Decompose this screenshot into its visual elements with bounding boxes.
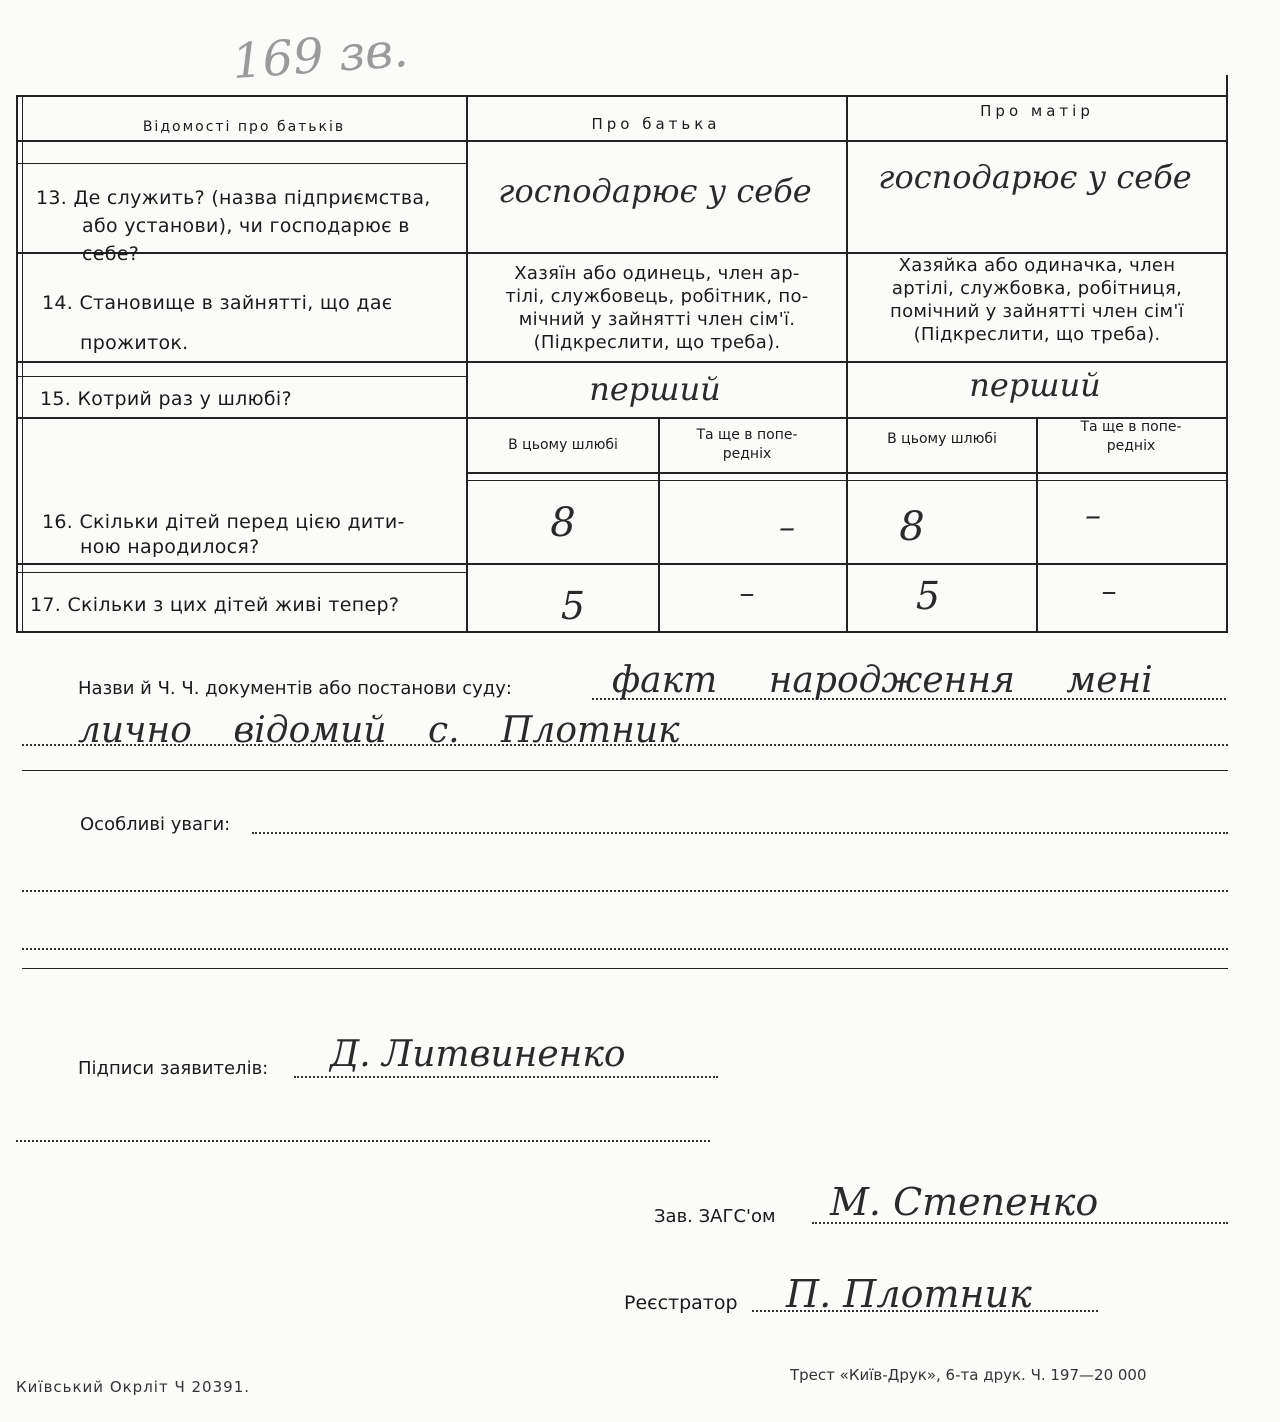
subheader-father-prev: Та ще в попе- редніх — [696, 427, 798, 462]
q17-father-this: 5 — [560, 584, 586, 628]
registrar-signature: П. Плотник — [786, 1272, 1032, 1316]
documents-value-line1: факт народження мені — [612, 660, 1153, 701]
archive-mark: 169 зв. — [230, 21, 410, 91]
q15-mother-answer: перший — [969, 366, 1101, 404]
q17-label: 17. Скільки з цих дітей живі тепер? — [30, 594, 400, 616]
footer-right: Трест «Київ-Друк», 6-та друк. Ч. 197—20 000 — [790, 1366, 1147, 1384]
header-mother: Про матір — [980, 102, 1094, 120]
applicants-label: Підписи заявителів: — [78, 1058, 269, 1079]
footer-left: Київський Окрліт Ч 20391. — [16, 1378, 251, 1396]
q17-mother-this: 5 — [915, 574, 941, 618]
q17-father-prev: – — [739, 576, 755, 611]
header-father: Про батька — [591, 115, 721, 133]
q16-label: 16. Скільки дітей перед цією дити- ною народилося? — [42, 511, 405, 558]
q16-father-this: 8 — [550, 500, 576, 546]
documents-label: Назви й Ч. Ч. документів або постанови суду: — [78, 678, 512, 699]
q14-label: 14. Становище в зайнятті, що дає прожиток. — [42, 292, 393, 354]
q15-father-answer: перший — [589, 370, 721, 408]
head-label: Зав. ЗАГС'ом — [654, 1206, 776, 1227]
subheader-mother-this: В цьому шлюбі — [887, 431, 997, 447]
subheader-mother-prev: Та ще в попе- редніх — [1080, 419, 1182, 454]
q13-father-answer: господарює у себе — [498, 172, 812, 210]
q17-mother-prev: – — [1101, 574, 1117, 609]
head-signature: М. Степенко — [830, 1180, 1099, 1224]
documents-value-line2: лично відомий с. Плотник — [78, 710, 680, 751]
q16-mother-this: 8 — [899, 504, 925, 550]
q13-mother-answer: господарює у себе — [878, 158, 1192, 196]
q15-label: 15. Котрий раз у шлюбі? — [40, 388, 292, 410]
q16-mother-prev: – — [1085, 496, 1101, 534]
q14-mother-options: Хазяйка або одиначка, член артілі, службовка, робітниця, помічний у зайнятті член сім'ї (Підкреслити, що треба). — [890, 255, 1184, 345]
header-parents-info: Відомості про батьків — [142, 119, 346, 135]
q16-father-prev: – — [779, 508, 795, 546]
registrar-label: Реєстратор — [624, 1292, 738, 1314]
applicants-signature: Д. Литвиненко — [330, 1034, 626, 1075]
remarks-label: Особливі уваги: — [80, 814, 231, 835]
q13-label: 13. Де служить? (назва підприємства, або установи), чи господарює в себе? — [36, 187, 431, 265]
subheader-father-this: В цьому шлюбі — [508, 437, 618, 453]
q14-father-options: Хазяїн або одинець, член ар- тілі, службовець, робітник, по- мічний у зайнятті член сім'ї. (Підкреслити, що треба). — [505, 263, 809, 353]
